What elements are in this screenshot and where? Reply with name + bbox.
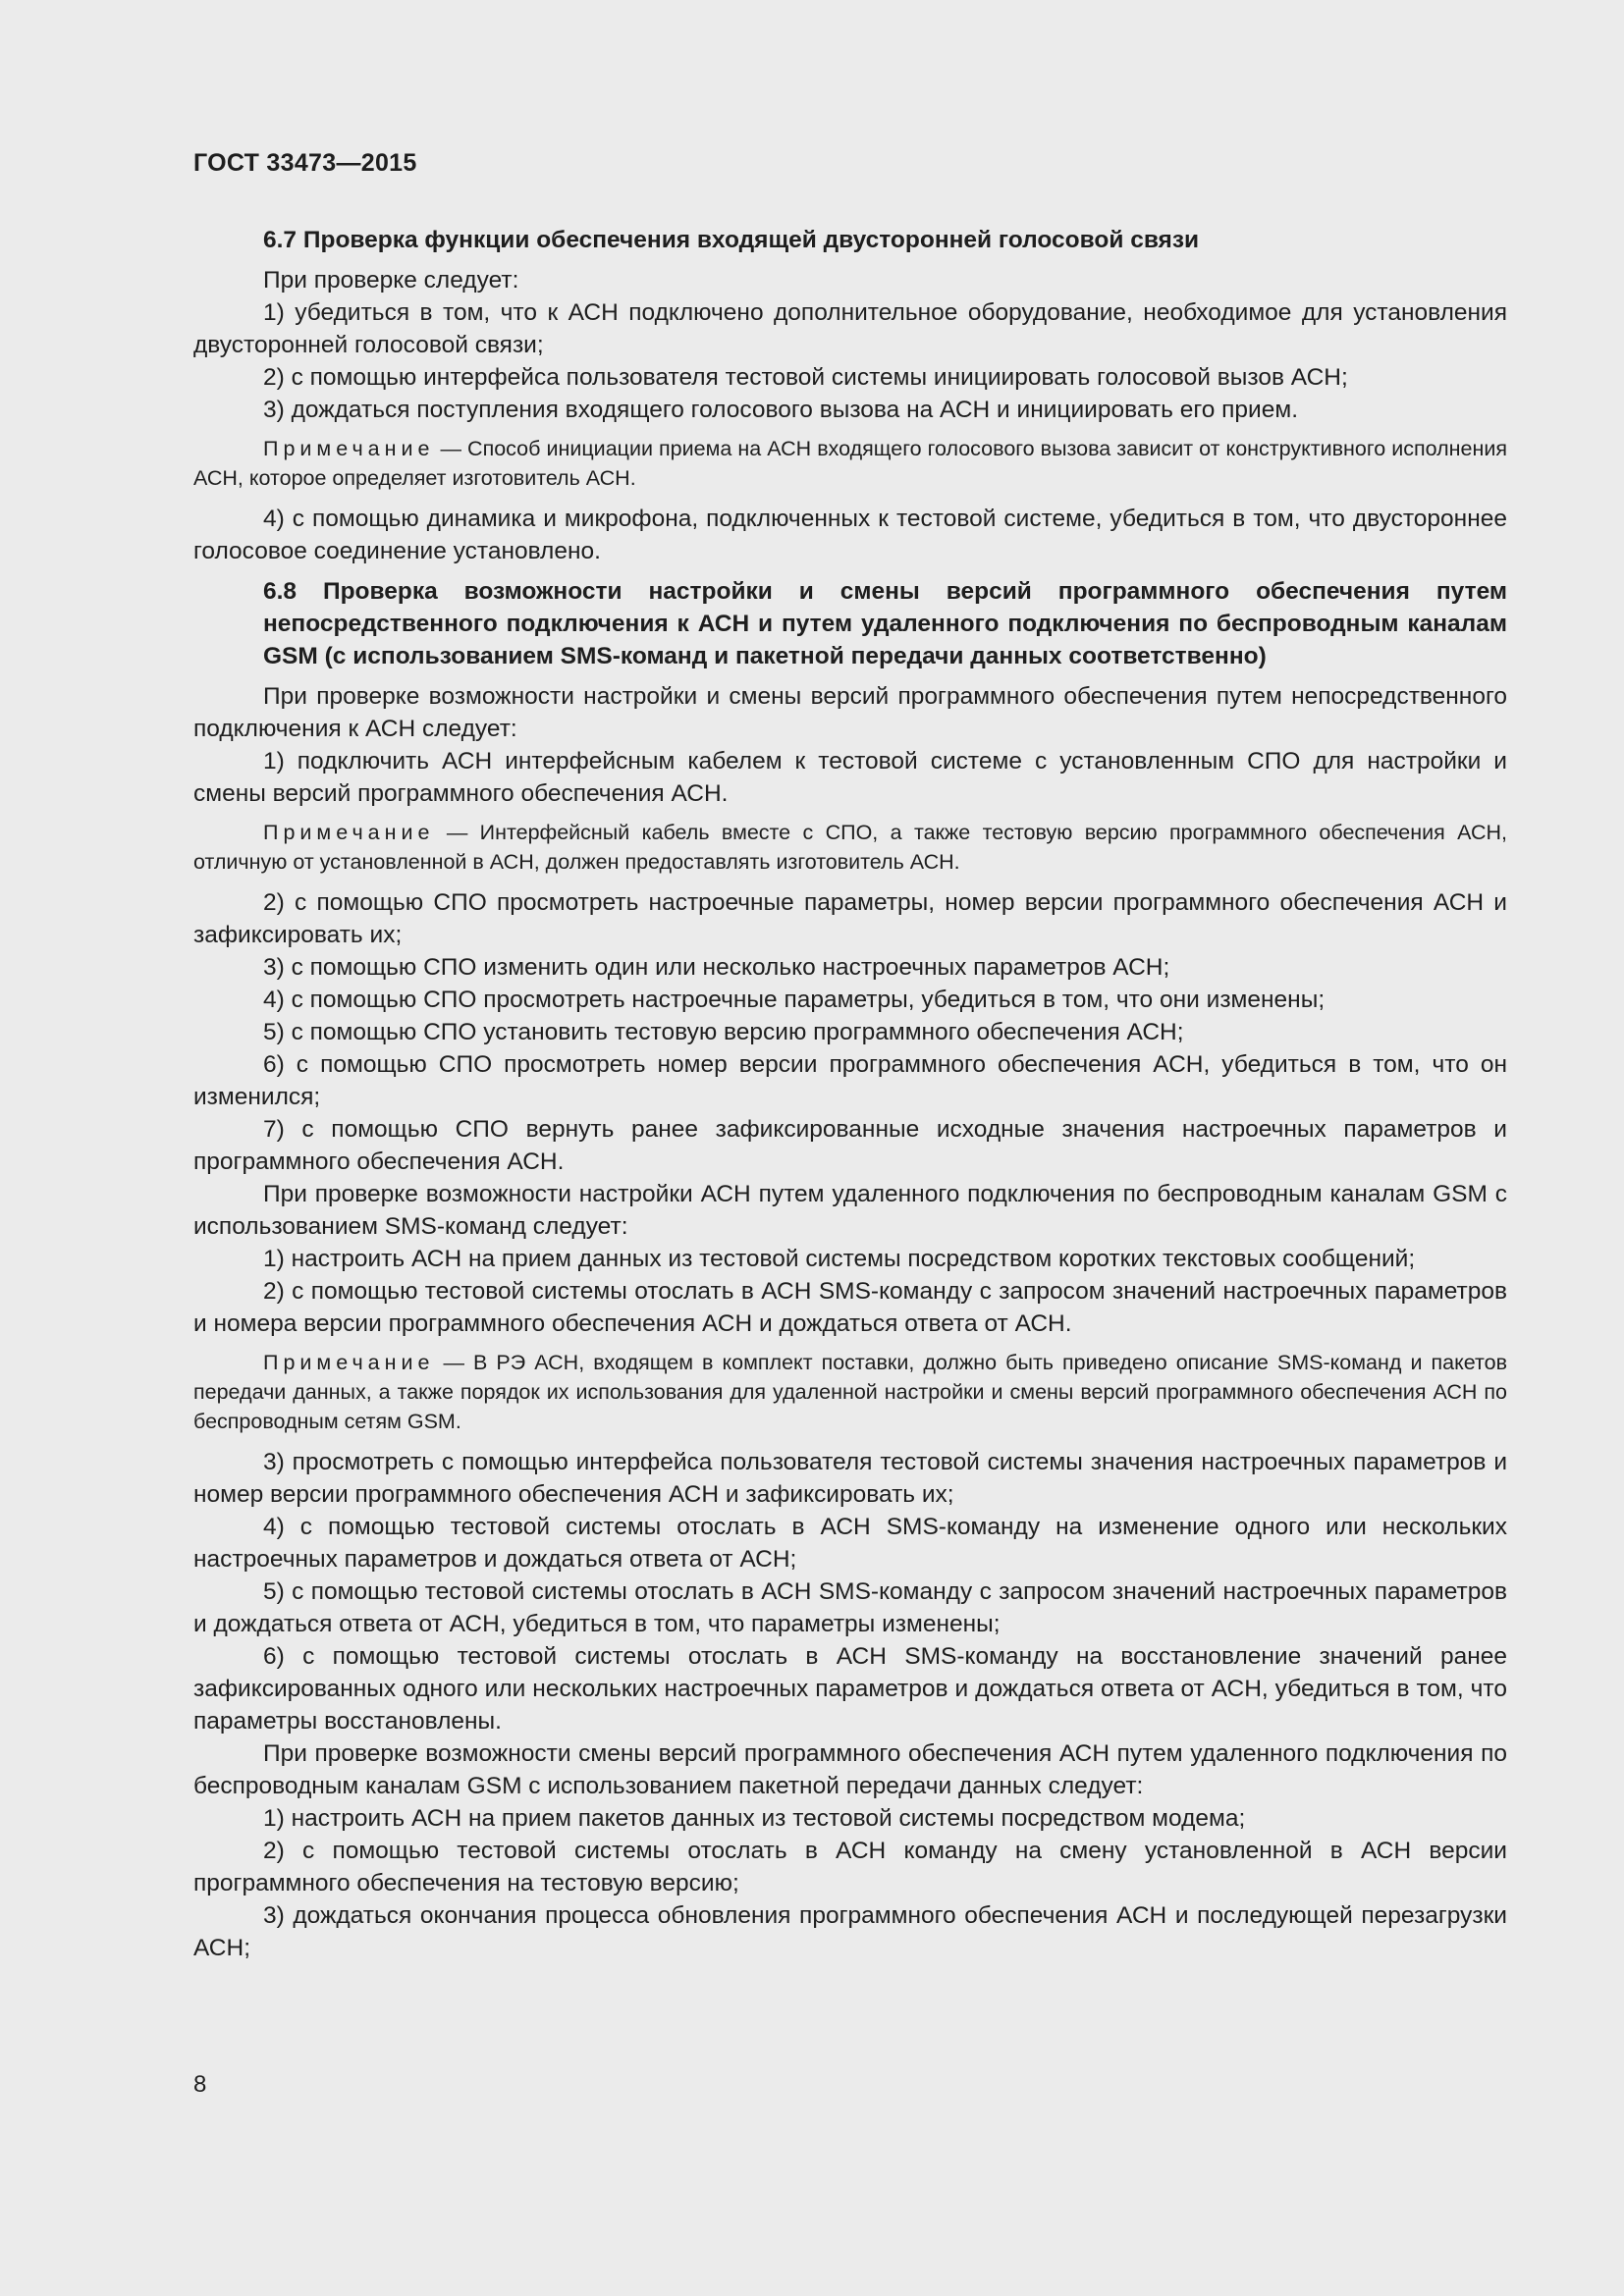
sms-step-4: 4) с помощью тестовой системы отослать в АСН SMS-команду на изменение одного или нескольких настроечных параметров и дождаться ответа от АСН; xyxy=(193,1514,1507,1573)
section-6-7-note xyxy=(193,434,1507,493)
note-text: — Интерфейсный кабель вместе с СПО, а также тестовую версию программного обеспечения АСН, отличную от установленной в АСН, должен предоставлять изготовитель АСН. xyxy=(193,821,1507,874)
sms-step-2: 2) с помощью тестовой системы отослать в АСН SMS-команду с запросом значений настроечных параметров и номера версии программного обеспечения АСН и дождаться ответа от АСН. xyxy=(193,1278,1507,1337)
section-6-8-intro-packet: При проверке возможности смены версий программного обеспечения АСН путем удаленного подключения по беспроводным каналам GSM с использованием пакетной передачи данных следует: xyxy=(193,1740,1507,1799)
note-text: — В РЭ АСН, входящем в комплект поставки, должно быть приведено описание SMS-команд и пакетов передачи данных, а также порядок их использования для удаленной настройки и смены версий программного обеспечения АСН по беспроводным сетям GSM. xyxy=(193,1351,1507,1433)
section-6-7-step-2: 2) с помощью интерфейса пользователя тестовой системы инициировать голосовой вызов АСН; xyxy=(263,364,1348,391)
direct-step-5: 5) с помощью СПО установить тестовую версию программного обеспечения АСН; xyxy=(263,1019,1184,1045)
section-6-8-note-2 xyxy=(193,1348,1507,1436)
packet-step-3: 3) дождаться окончания процесса обновления программного обеспечения АСН и последующей перезагрузки АСН; xyxy=(193,1902,1507,1961)
document-code: ГОСТ 33473—2015 xyxy=(193,149,417,177)
sms-step-6: 6) с помощью тестовой системы отослать в АСН SMS-команду на восстановление значений ранее зафиксированных одного или нескольких настроечных параметров и дождаться ответа от АСН, убедиться в том, что параметры восстановлены. xyxy=(193,1643,1507,1735)
direct-step-1: 1) подключить АСН интерфейсным кабелем к тестовой системе с установленным СПО для настройки и смены версий программного обеспечения АСН. xyxy=(193,748,1507,807)
sms-step-1: 1) настроить АСН на прием данных из тестовой системы посредством коротких текстовых сообщений; xyxy=(263,1246,1416,1272)
direct-step-2: 2) с помощью СПО просмотреть настроечные параметры, номер версии программного обеспечения АСН и зафиксировать их; xyxy=(193,889,1507,948)
packet-step-2: 2) с помощью тестовой системы отослать в АСН команду на смену установленной в АСН версии программного обеспечения на тестовую версию; xyxy=(193,1838,1507,1896)
direct-step-3: 3) с помощью СПО изменить один или несколько настроечных параметров АСН; xyxy=(263,954,1170,981)
note-label: Примечание xyxy=(263,821,435,844)
section-6-7-step-1: 1) убедиться в том, что к АСН подключено дополнительное оборудование, необходимое для установления двусторонней голосовой связи; xyxy=(193,299,1507,358)
direct-step-6: 6) с помощью СПО просмотреть номер версии программного обеспечения АСН, убедиться в том, что он изменился; xyxy=(193,1051,1507,1110)
sms-step-5: 5) с помощью тестовой системы отослать в АСН SMS-команду с запросом значений настроечных параметров и дождаться ответа от АСН, убедиться в том, что параметры изменены; xyxy=(193,1578,1507,1637)
section-6-8-note-1 xyxy=(193,818,1507,877)
page-number: 8 xyxy=(193,2071,207,2098)
note-label: Примечание xyxy=(263,1351,435,1374)
section-6-8-intro-direct: При проверке возможности настройки и смены версий программного обеспечения путем непосредственного подключения к АСН следует: xyxy=(193,683,1507,742)
section-6-8-title: 6.8 Проверка возможности настройки и смены версий программного обеспечения путем непосредственного подключения к АСН и путем удаленного подключения по беспроводным каналам GSM (с использованием SMS-команд и пакетной передачи данных соответственно) xyxy=(263,578,1507,669)
section-6-7-intro: При проверке следует: xyxy=(263,267,519,294)
note-label: Примечание xyxy=(263,437,435,460)
sms-step-3: 3) просмотреть с помощью интерфейса пользователя тестовой системы значения настроечных параметров и номер версии программного обеспечения АСН и зафиксировать их; xyxy=(193,1449,1507,1508)
note-text: — Способ инициации приема на АСН входящего голосового вызова зависит от конструктивного исполнения АСН, которое определяет изготовитель АСН. xyxy=(193,437,1507,490)
section-6-7-step-3: 3) дождаться поступления входящего голосового вызова на АСН и инициировать его прием. xyxy=(263,397,1299,423)
section-6-7-title: 6.7 Проверка функции обеспечения входящей двусторонней голосовой связи xyxy=(263,227,1200,253)
section-6-8-intro-sms: При проверке возможности настройки АСН путем удаленного подключения по беспроводным каналам GSM с использованием SMS-команд следует: xyxy=(193,1181,1507,1240)
direct-step-4: 4) с помощью СПО просмотреть настроечные параметры, убедиться в том, что они изменены; xyxy=(263,987,1326,1013)
section-6-7-step-4: 4) с помощью динамика и микрофона, подключенных к тестовой системе, убедиться в том, что двустороннее голосовое соединение установлено. xyxy=(193,506,1507,564)
direct-step-7: 7) с помощью СПО вернуть ранее зафиксированные исходные значения настроечных параметров и программного обеспечения АСН. xyxy=(193,1116,1507,1175)
document-body xyxy=(193,224,1507,1964)
packet-step-1: 1) настроить АСН на прием пакетов данных из тестовой системы посредством модема; xyxy=(263,1805,1246,1832)
